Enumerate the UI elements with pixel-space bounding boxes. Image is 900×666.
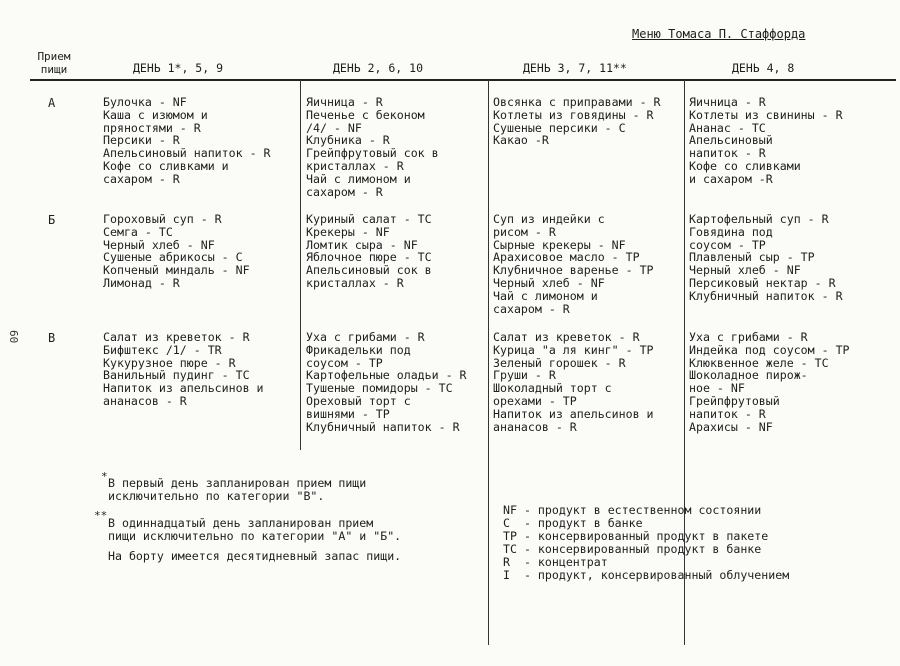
day-header-3: ДЕНЬ 3, 7, 11** (523, 61, 627, 75)
legend-item: TP - консервированный продукт в пакете (503, 529, 769, 543)
footnote-3: На борту имеется десятидневный запас пищи. (108, 549, 402, 563)
meal-label-b: Б (48, 213, 56, 227)
menu-cell: Уха с грибами - R Индейка под соусом - TP Клюквенное желе - TC Шоколадное пирож- ное - NF Грейпфрутовый напиток - R Арахисы - NF (689, 330, 850, 434)
legend (503, 478, 789, 595)
menu-cell: Суп из индейки с рисом - R Сырные крекеры - NF Арахисовое масло - TP Клубничное варенье - TP Черный хлеб - NF Чай с лимоном и сахаром - R (493, 212, 654, 316)
legend-item: NF - продукт в естественном состоянии (503, 503, 762, 517)
footnote-1: В первый день запланирован прием пищи исключительно по категории "В". (108, 476, 367, 503)
legend-item: I - продукт, консервированный облучением (503, 568, 790, 582)
menu-cell: Булочка - NF Каша с изюмом и пряностями - R Персики - R Апельсиновый напиток - R Кофе со сливками и сахаром - R (103, 95, 271, 186)
meal-label-a: А (48, 96, 56, 110)
meal-column-header: Прием пищи (37, 50, 71, 76)
menu-cell: Яичница - R Печенье с беконом /4/ - NF Клубника - R Грейпфрутовый сок в кристаллах - R Чай с лимоном и сахаром - R (306, 95, 439, 199)
footnote-2: В одиннадцатый день запланирован прием пищи исключительно по категории "А" и "Б". (108, 516, 402, 543)
menu-cell: Яичница - R Котлеты из свинины - R Ананас - TC Апельсиновый напиток - R Кофе со сливками и сахаром -R (689, 95, 843, 186)
column-divider-2 (488, 80, 489, 645)
menu-cell: Уха с грибами - R Фрикадельки под соусом - TP Картофельные оладьи - R Тушеные помидоры - TC Ореховый торт с вишнями - TP Клубничный напиток - R (306, 330, 467, 434)
menu-cell: Салат из креветок - R Бифштекс /1/ - TR Кукурузное пюре - R Ванильный пудинг - TC Напиток из апельсинов и ананасов - R (103, 330, 264, 408)
day-header-1: ДЕНЬ 1*, 5, 9 (133, 61, 224, 75)
legend-item: C - продукт в банке (503, 516, 643, 530)
menu-cell: Картофельный суп - R Говядина под соусом - TP Плавленый сыр - TP Черный хлеб - NF Персиковый нектар - R Клубничный напиток - R (689, 212, 843, 303)
footnote-mark-1: * (101, 470, 108, 483)
day-header-2: ДЕНЬ 2, 6, 10 (333, 61, 424, 75)
document-title: Меню Томаса П. Стаффорда (632, 27, 806, 41)
column-divider-1 (300, 80, 301, 450)
page-number: 60 (7, 330, 20, 344)
menu-cell: Салат из креветок - R Курица "а ля кинг" - TP Зеленый горошек - R Груши - R Шоколадный торт с орехами - TP Напиток из апельсинов и ананасов - R (493, 330, 654, 434)
legend-item: R - концентрат (503, 555, 608, 569)
menu-cell: Овсянка с приправами - R Котлеты из говядины - R Сушеные персики - C Какао -R (493, 95, 661, 148)
meal-label-v: В (48, 331, 56, 345)
menu-cell: Куриный салат - TC Крекеры - NF Ломтик сыра - NF Яблочное пюре - TC Апельсиновый сок в кристаллах - R (306, 212, 432, 290)
menu-cell: Гороховый суп - R Семга - TC Черный хлеб - NF Сушеные абрикосы - C Копченый миндаль - NF Лимонад - R (103, 212, 250, 290)
header-rule (30, 79, 896, 81)
day-header-4: ДЕНЬ 4, 8 (732, 61, 795, 75)
footnote-mark-2: ** (94, 509, 108, 522)
legend-item: TC - консервированный продукт в банке (503, 542, 762, 556)
